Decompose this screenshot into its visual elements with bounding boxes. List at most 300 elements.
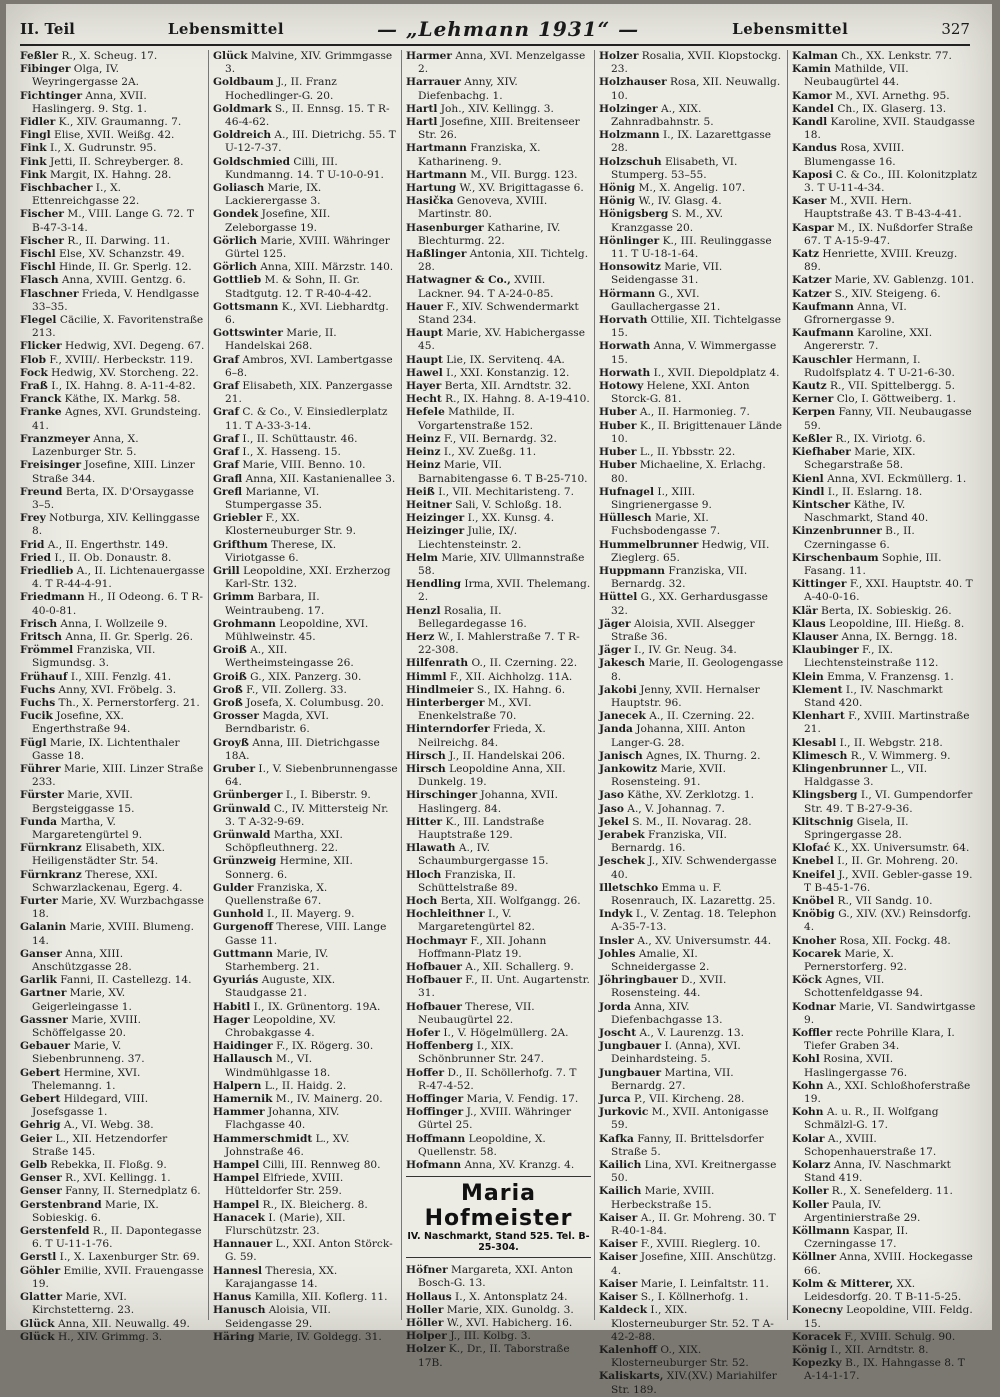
- directory-entry: Grünzweig Hermine, XII. Sonnerg. 6.: [213, 855, 353, 881]
- directory-entry: Jerabek Franziska, VII. Bernardg. 16.: [599, 828, 727, 855]
- directory-entry: Kandus Rosa, XVIII. Blumengasse 16.: [792, 142, 905, 168]
- column-1: [20, 50, 209, 1343]
- directory-entry: Jankowitz Marie, XVII. Rosensteing. 91.: [599, 762, 726, 789]
- directory-entry: Gerstenbrand Marie, IX. Sobieskig. 6.: [20, 1198, 159, 1224]
- directory-entry: Hofer I., V. Högelmüllerg. 2A.: [406, 1027, 569, 1040]
- column-5: [792, 50, 980, 1383]
- directory-entry: Groiß G., XIX. Panzerg. 30.: [213, 670, 362, 683]
- directory-entry: Kailich Marie, XVIII. Herbeckstraße 15.: [599, 1185, 715, 1211]
- directory-entry: König I., XII. Arndtstr. 8.: [792, 1343, 929, 1356]
- directory-entry: Hönig W., IV. Glasg. 4.: [599, 195, 722, 208]
- directory-entry: Jäger Aloisia, XVII. Alsegger Straße 36.: [599, 617, 755, 643]
- directory-entry: Koracek F., XVIII. Schulg. 90.: [792, 1330, 956, 1343]
- directory-entry: Gerstl I., X. Laxenburger Str. 69.: [20, 1251, 200, 1264]
- directory-entry: Kafka Fanny, II. Brittelsdorfer Straße 5.: [599, 1132, 764, 1158]
- directory-entry: Kienl Anna, XVI. Eckmüllerg. 1.: [792, 472, 967, 485]
- directory-entry: Kauschler Hermann, I. Rudolfsplatz 4. T U-21-6-30.: [792, 353, 955, 379]
- directory-entry: Gottswinter Marie, II. Handelskai 268.: [213, 327, 337, 353]
- directory-entry: Janisch Agnes, IX. Thurng. 2.: [599, 749, 761, 762]
- directory-entry: Haidinger F., IX. Rögerg. 30.: [213, 1040, 374, 1053]
- directory-entry: Janda Johanna, XIII. Anton Langer-G. 28.: [599, 723, 746, 749]
- directory-entry: Huber L., II. Ybbsstr. 22.: [599, 446, 736, 459]
- directory-entry: Führer Marie, XIII. Linzer Straße 233.: [20, 762, 204, 789]
- directory-entry: Hasička Genoveva, XVIII. Martinstr. 80.: [406, 195, 548, 221]
- directory-entry: Kaiser Josefine, XIII. Anschützg. 4.: [599, 1251, 777, 1277]
- directory-entry: Gerstenfeld R., II. Dapontegasse 6. T U-11-1-76.: [20, 1225, 202, 1251]
- directory-entry: Jeschek J., XIV. Schwendergasse 40.: [599, 855, 777, 881]
- directory-entry: Frömmel Franziska, VII. Sigmundsg. 3.: [20, 644, 156, 670]
- directory-entry: Goldmark S., II. Ennsg. 15. T R-46-4-62.: [213, 102, 390, 129]
- directory-entry: Kolar A., XVIII. Schopenhauerstraße 17.: [792, 1132, 937, 1158]
- page-number: 327: [941, 20, 970, 38]
- directory-entry: Hanacek I. (Marie), XII. Flurschützstr. 23.: [213, 1211, 346, 1238]
- directory-entry: Halpern L., II. Haidg. 2.: [213, 1079, 347, 1092]
- directory-entry: Kaposi C. & Co., III. Kolonitzplatz 3. T U-11-4-34.: [792, 168, 978, 195]
- directory-entry: Grifthum Therese, IX. Viriotgasse 6.: [213, 538, 337, 564]
- directory-entry: Huppmann Franziska, VII. Bernardg. 32.: [599, 564, 748, 591]
- directory-entry: Janecek A., II. Czerning. 22.: [599, 710, 755, 723]
- directory-entry: Klement I., IV. Naschmarkt Stand 420.: [792, 683, 943, 709]
- directory-entry: Köllmann Kaspar, II. Czerningasse 17.: [792, 1225, 909, 1251]
- page-header: [20, 14, 970, 46]
- directory-entry: Herz W., I. Mahlerstraße 7. T R-22-308.: [406, 630, 580, 657]
- directory-entry: Hecht R., IX. Hahng. 8. A-19-410.: [406, 393, 590, 406]
- directory-entry: Hönlinger K., III. Reulinggasse 11. T U-18-1-64.: [599, 234, 772, 261]
- directory-entry: Grimm Barbara, II. Weintraubeng. 17.: [213, 591, 325, 617]
- directory-entry: Holzhauser Rosa, XII. Neuwallg. 10.: [599, 76, 781, 102]
- directory-entry: Kohl Rosina, XVII. Haslingergasse 76.: [792, 1053, 908, 1079]
- directory-entry: Freisinger Josefine, XIII. Linzer Straße 344.: [20, 459, 195, 485]
- directory-entry: Hönig M., X. Angelig. 107.: [599, 182, 746, 195]
- section-title-right: Lebensmittel: [732, 20, 849, 38]
- directory-entry: Kamin Mathilde, VII. Neubaugürtel 44.: [792, 63, 909, 89]
- directory-entry: Glatter Marie, XVI. Kirchstetterng. 23.: [20, 1291, 135, 1317]
- directory-entry: Kailich Lina, XVI. Kreitnergasse 50.: [599, 1159, 777, 1185]
- directory-entry: Kamor M., XVI. Arnethg. 95.: [792, 89, 950, 102]
- directory-entry: Kaser M., XVII. Hern. Hauptstraße 43. T B-43-4-41.: [792, 195, 962, 221]
- directory-entry: Honsowitz Marie, VII. Seidengasse 31.: [599, 261, 723, 287]
- directory-entry: Holper J., III. Kolbg. 3.: [406, 1330, 531, 1343]
- directory-entry: Gehrig A., VI. Webg. 38.: [20, 1119, 154, 1132]
- directory-entry: Hauer F., XIV. Schwendermarkt Stand 234.: [406, 300, 579, 327]
- directory-entry: Hannauer L., XXI. Anton Störck-G. 59.: [213, 1238, 393, 1264]
- directory-entry: Gottsmann K., XVI. Liebhardtg. 6.: [213, 300, 389, 327]
- directory-entry: Holzinger A., XIX. Zahnradbahnstr. 5.: [599, 102, 714, 129]
- directory-entry: Gebert Hildegard, VIII. Josefsgasse 1.: [20, 1093, 149, 1119]
- directory-entry: Hampel R., IX. Bleicherg. 8.: [213, 1198, 368, 1211]
- directory-entry: Kaufmann Anna, VI. Gfrornergasse 9.: [792, 300, 907, 327]
- directory-entry: Kaufmann Karoline, XXI. Angererstr. 7.: [792, 327, 933, 353]
- directory-entry: Fink Margit, IX. Hahng. 28.: [20, 168, 172, 181]
- directory-entry: Holler Marie, XIX. Gunoldg. 3.: [406, 1303, 574, 1316]
- publication-title: — „Lehmann 1931“ —: [377, 17, 640, 41]
- directory-entry: Friedmann H., II Odeong. 6. T R-40-0-81.: [20, 591, 203, 617]
- directory-entry: Hannesl Theresia, XX. Karajangasse 14.: [213, 1264, 338, 1290]
- directory-entry: Ganser Anna, XIII. Anschützgasse 28.: [20, 947, 132, 974]
- directory-entry: Fuchs Anny, XVI. Fröbelg. 3.: [20, 683, 177, 696]
- directory-entry: Hönigsberg S. M., XV. Kranzgasse 20.: [599, 208, 723, 234]
- directory-entry: Hotowy Helene, XXI. Anton Storck-G. 81.: [599, 380, 750, 406]
- directory-entry: Knöbig G., XIV. (XV.) Reinsdorfg. 4.: [792, 908, 972, 934]
- directory-entry: Grill Leopoldine, XXI. Erzherzog Karl-Str. 132.: [213, 564, 391, 591]
- directory-entry: Kaiser A., II. Gr. Mohreng. 30. T R-40-1-84.: [599, 1211, 776, 1238]
- directory-entry: Hartung W., XV. Brigittagasse 6.: [406, 182, 584, 195]
- directory-entry: Kerpen Fanny, VII. Neubaugasse 59.: [792, 406, 972, 432]
- directory-entry: Gruber I., V. Siebenbrunnengasse 64.: [213, 762, 398, 789]
- directory-entry: Harrauer Anny, XIV. Diefenbachg. 1.: [406, 76, 518, 102]
- directory-entry: Glück Malvine, XIV. Grimmgasse 3.: [213, 50, 393, 76]
- directory-entry: Fürster Marie, XVII. Bergsteiggasse 15.: [20, 789, 135, 815]
- directory-entry: Jöhringbauer D., XVII. Rosensteing. 44.: [599, 974, 727, 1000]
- directory-entry: Kerner Clo, I. Göttweiberg. 1.: [792, 393, 957, 406]
- directory-entry: Koller Paula, IV. Argentinierstraße 29.: [792, 1198, 921, 1224]
- directory-entry: Fidler K., XIV. Graumanng. 7.: [20, 116, 182, 129]
- directory-entry: Hilfenrath O., II. Czerning. 22.: [406, 657, 578, 670]
- column-2: [213, 50, 402, 1343]
- directory-entry: Kohn A., XXI. Schloßhoferstraße 19.: [792, 1079, 971, 1106]
- directory-entry: Grafl Anna, XII. Kastanienallee 3.: [213, 472, 396, 485]
- directory-entry: Fischl Else, XV. Schanzstr. 49.: [20, 248, 185, 261]
- directory-entry: Haßlinger Antonia, XII. Tichtelg. 28.: [406, 248, 589, 274]
- directory-entry: Graf Ambros, XVI. Lambertgasse 6–8.: [213, 353, 393, 379]
- directory-entry: Keßler R., IX. Viriotg. 6.: [792, 432, 926, 445]
- directory-entry: Hartmann M., VII. Burgg. 123.: [406, 168, 578, 181]
- directory-entry: Hoffer D., II. Schöllerhofg. 7. T R-47-4-52.: [406, 1066, 577, 1092]
- directory-entry: Graf I., II. Schüttaustr. 46.: [213, 432, 358, 445]
- directory-entry: Grünwald C., IV. Mittersteig Nr. 3. T A-32-9-69.: [213, 802, 389, 828]
- directory-entry: Horwath I., XVII. Diepoldplatz 4.: [599, 366, 780, 379]
- directory-entry: Jurkovic M., XVII. Antonigasse 59.: [599, 1106, 769, 1132]
- column-4: [599, 50, 788, 1396]
- directory-entry: Flicker Hedwig, XVI. Degeng. 67.: [20, 340, 205, 353]
- directory-entry: Hoffmann Leopoldine, X. Quellenstr. 58.: [406, 1132, 546, 1158]
- directory-entry: Goldbaum J., II. Franz Hochedlinger-G. 20.: [213, 76, 337, 102]
- directory-entry: Kinzenbrunner B., II. Czerningasse 6.: [792, 525, 915, 551]
- directory-entry: Geier L., XII. Hetzendorfer Straße 145.: [20, 1132, 168, 1158]
- directory-entry: Klauser Anna, IX. Berngg. 18.: [792, 630, 958, 643]
- directory-entry: Hayer Berta, XII. Arndtstr. 32.: [406, 380, 572, 393]
- directory-entry: Frid A., II. Engerthstr. 149.: [20, 538, 169, 551]
- part-label: II. Teil: [20, 20, 75, 38]
- directory-entry: Groß Josefa, X. Columbusg. 20.: [213, 696, 384, 709]
- directory-entry: Hörmann G., XVI. Gaullachergasse 21.: [599, 287, 721, 313]
- directory-entry: Graf Marie, VIII. Benno. 10.: [213, 459, 366, 472]
- directory-entry: Köllner Anna, XVIII. Hockegasse 66.: [792, 1251, 973, 1277]
- directory-entry: Haupt Marie, XV. Habichergasse 45.: [406, 327, 586, 353]
- directory-entry: Grünwald Martha, XXI. Schöpfleuthnerg. 22.: [213, 828, 343, 855]
- directory-entry: Genser Fanny, II. Sternedplatz 6.: [20, 1185, 201, 1198]
- directory-entry: Gottlieb M. & Sohn, II. Gr. Stadtgutg. 12. T R-40-4-42.: [213, 274, 372, 300]
- directory-entry: Fingl Elise, XVII. Weißg. 42.: [20, 129, 175, 142]
- directory-entry: Hasenburger Katharine, IV. Blechturmg. 22.: [406, 221, 561, 247]
- directory-entry: Fischl Hinde, II. Gr. Sperlg. 12.: [20, 261, 192, 274]
- directory-entry: Furter Marie, XV. Wurzbachgasse 18.: [20, 895, 204, 921]
- directory-entry: Fuchs Th., X. Pernerstorferg. 21.: [20, 696, 200, 709]
- directory-entry: Frey Notburga, XIV. Kellinggasse 8.: [20, 512, 200, 538]
- directory-entry: Köck Agnes, VII. Schottenfeldgasse 94.: [792, 974, 923, 1000]
- directory-entry: Hartl Josefine, XIII. Breitenseer Str. 26.: [406, 116, 580, 142]
- directory-entry: Galanin Marie, XVIII. Blumeng. 14.: [20, 921, 194, 947]
- directory-entry: Heitner Sali, V. Schloßg. 18.: [406, 498, 562, 511]
- directory-entry: Groß F., VII. Zollerg. 33.: [213, 683, 347, 696]
- directory-entry: Hitter K., III. Landstraße Hauptstraße 129.: [406, 815, 545, 841]
- directory-entry: Hoch Berta, XII. Wolfgangg. 26.: [406, 895, 581, 907]
- directory-entry: Klein Emma, V. Franzensg. 1.: [792, 670, 954, 683]
- directory-entry: Fried I., II. Ob. Donaustr. 8.: [20, 551, 172, 564]
- directory-entry: Klingsberg I., VI. Gumpendorfer Str. 49. T B-27-9-36.: [792, 789, 973, 815]
- directory-entry: Groyß Anna, III. Dietrichgasse 18A.: [213, 736, 380, 762]
- directory-entry: Glück H., XIV. Grimmg. 3.: [20, 1330, 163, 1343]
- directory-entry: Jakobi Jenny, XVII. Hernalser Hauptstr. 96.: [599, 683, 760, 709]
- directory-entry: Grefl Marianne, VI. Stumpergasse 35.: [213, 485, 322, 511]
- directory-entry: Gartner Marie, XV. Geigerleingasse 1.: [20, 987, 132, 1013]
- directory-entry: Fraß I., IX. Hahng. 8. A-11-4-82.: [20, 380, 196, 393]
- directory-entry: Hatwagner & Co., XVIII. Lackner. 94. T A-24-0-85.: [406, 274, 554, 300]
- directory-entry: Kaiser F., XVIII. Rieglerg. 10.: [599, 1238, 761, 1251]
- directory-entry: Kolm & Mitterer, XX. Leidesdorfg. 20. T B-11-5-25.: [792, 1277, 962, 1304]
- directory-entry: Grünberger I., I. Biberstr. 9.: [213, 789, 371, 802]
- directory-entry: Hufnagel I., XIII. Singrienergasse 9.: [599, 485, 712, 511]
- directory-entry: Kalenhoff O., XIX. Klosterneuburger Str. 52.: [599, 1343, 749, 1370]
- directory-entry: Feßler R., X. Scheug. 17.: [20, 50, 158, 62]
- directory-entry: Hoffinger Maria, V. Fendig. 17.: [406, 1093, 579, 1106]
- directory-entry: Koffler recte Pohrille Klara, I. Tiefer Graben 34.: [792, 1027, 955, 1053]
- directory-entry: Hampel Elfriede, XVIII. Hütteldorfer Str. 259.: [213, 1172, 344, 1198]
- directory-entry: Kolarz Anna, IV. Naschmarkt Stand 419.: [792, 1159, 951, 1185]
- directory-entry: Frühauf I., XIII. Fenzlg. 41.: [20, 670, 172, 683]
- directory-entry: Heinz F., VII. Bernardg. 32.: [406, 432, 557, 445]
- directory-entry: Heizinger Julie, IX/. Liechtensteinstr. 2.: [406, 525, 522, 551]
- directory-entry: Hartmann Franziska, X. Katharineng. 9.: [406, 142, 541, 168]
- directory-entry: Kodnar Marie, VI. Sandwirtgasse 9.: [792, 1000, 976, 1026]
- directory-entry: Gebauer Marie, V. Siebenbrunneng. 37.: [20, 1040, 145, 1066]
- directory-entry: Katzer Marie, XV. Gablenzg. 101.: [792, 274, 975, 287]
- directory-entry: Heiß I., VII. Mechitaristeng. 7.: [406, 485, 574, 498]
- directory-entry: Hollaus I., X. Antonsplatz 24.: [406, 1290, 568, 1303]
- directory-entry: Katz Henriette, XVIII. Kreuzg. 89.: [792, 248, 958, 274]
- directory-entry: Flasch Anna, XVIII. Gentzg. 6.: [20, 274, 186, 287]
- directory-entry: Hefele Mathilde, II. Vorgartenstraße 152.: [406, 406, 534, 432]
- column-3: [406, 50, 595, 1369]
- directory-entry: Huber A., II. Harmonieg. 7.: [599, 406, 750, 419]
- directory-entry: Funda Martha, V. Margaretengürtel 9.: [20, 815, 143, 841]
- directory-entry: Kneifel J., XVII. Gebler-gasse 19. T B-45-1-76.: [792, 868, 973, 894]
- advertisement-name: Maria Hofmeister: [424, 1181, 573, 1232]
- directory-entry: Klesabl I., II. Webgstr. 218.: [792, 736, 943, 749]
- directory-entry: Knebel I., II. Gr. Mohreng. 20.: [792, 855, 959, 868]
- directory-entry: Hager Leopoldine, XV. Chrobakgasse 4.: [213, 1013, 336, 1040]
- directory-entry: Görlich Marie, XVIII. Währinger Gürtel 125.: [213, 234, 390, 261]
- directory-entry: Fink I., X. Gudrunstr. 95.: [20, 142, 157, 155]
- directory-entry: Himml F., XII. Aichholzg. 11A.: [406, 670, 573, 683]
- directory-entry: Hloch Franziska, II. Schüttelstraße 89.: [406, 868, 518, 894]
- advertisement: [406, 1176, 591, 1258]
- directory-entry: Gelb Rebekka, II. Floßg. 9.: [20, 1159, 167, 1172]
- directory-entry: Illetschko Emma u. F. Rosenrauch, IX. Lazarettg. 25.: [599, 881, 776, 907]
- directory-entry: Hirsch J., II. Handelskai 206.: [406, 749, 566, 762]
- directory-entry: Holzer Rosalia, XVII. Klopstockg. 23.: [599, 50, 782, 76]
- directory-entry: Katzer S., XIV. Steigeng. 6.: [792, 287, 941, 300]
- directory-entry: Hallausch M., VI. Windmühlgasse 18.: [213, 1053, 331, 1079]
- directory-entry: Fürnkranz Therese, XXI. Schwarzlackenau, Egerg. 4.: [20, 868, 183, 894]
- directory-entry: Holzschuh Elisabeth, VI. Stumperg. 53–55.: [599, 155, 738, 181]
- directory-entry: Hoffinger J., XVIII. Währinger Gürtel 25.: [406, 1106, 572, 1132]
- directory-entry: Heizinger I., XX. Kunsg. 4.: [406, 512, 555, 525]
- directory-entry: Hampel Cilli, III. Rennweg 80.: [213, 1159, 381, 1172]
- directory-entry: Klingenbrunner L., VII. Haldgasse 3.: [792, 762, 928, 789]
- directory-entry: Hummelbrunner Hedwig, VII. Zieglerg. 65.: [599, 538, 770, 564]
- directory-entry: Klenhart F., XVIII. Martinstraße 21.: [792, 710, 970, 736]
- directory-entry: Hindlmeier S., IX. Hahng. 6.: [406, 683, 566, 696]
- directory-entry: Griebler F., XX. Klosterneuburger Str. 9.: [213, 512, 357, 538]
- directory-entry: Helm Marie, XIV. Ullmannstraße 58.: [406, 551, 585, 577]
- directory-entry: Kaldeck I., XIX. Klosterneuburger Str. 52. T A-42-2-88.: [599, 1304, 774, 1343]
- directory-entry: Fürnkranz Elisabeth, XIX. Heiligenstädter Str. 54.: [20, 842, 165, 868]
- directory-entry: Glück Anna, XII. Neuwallg. 49.: [20, 1317, 190, 1330]
- directory-entry: Graf I., X. Hasseng. 15.: [213, 446, 341, 459]
- directory-entry: Klaubinger F., IX. Liechtensteinstraße 112.: [792, 644, 939, 670]
- directory-entry: Graf Elisabeth, XIX. Panzergasse 21.: [213, 380, 393, 406]
- directory-entry: Koller R., X. Senefelderg. 11.: [792, 1185, 953, 1198]
- directory-entry: Gebert Hermine, XVI. Thelemanng. 1.: [20, 1066, 141, 1092]
- directory-entry: Kandel Ch., IX. Glaserg. 13.: [792, 102, 947, 115]
- directory-entry: Klär Berta, IX. Sobieskig. 26.: [792, 604, 952, 617]
- directory-entry: Fock Hedwig, XV. Storcheng. 22.: [20, 366, 199, 379]
- directory-entry: Frisch Anna, I. Wollzeile 9.: [20, 617, 168, 630]
- directory-entry: Hofmann Anna, XV. Kranzg. 4.: [406, 1159, 575, 1172]
- directory-entry: Hofbauer F., II. Unt. Augartenstr. 31.: [406, 974, 590, 1000]
- directory-entry: Huber Michaeline, X. Erlachg. 80.: [599, 459, 766, 485]
- directory-entry: Jungbauer Martina, VII. Bernardg. 27.: [599, 1066, 734, 1092]
- directory-entry: Hochmayr F., XII. Johann Hoffmann-Platz 19.: [406, 934, 547, 960]
- directory-entry: Konecny Leopoldine, VIII. Feldg. 15.: [792, 1304, 973, 1330]
- directory-entry: Gurgenoff Therese, VIII. Lange Gasse 11.: [213, 921, 387, 947]
- directory-entry: Kautz R., VII. Spittelbergg. 5.: [792, 380, 956, 393]
- directory-entry: Hammerschmidt L., XV. Johnstraße 46.: [213, 1132, 350, 1158]
- directory-entry: Klaus Leopoldine, III. Hießg. 8.: [792, 617, 965, 630]
- directory-entry: Groiß A., XII. Wertheimsteingasse 26.: [213, 644, 354, 670]
- directory-entry: Indyk I., V. Zentag. 18. Telephon A-35-7-13.: [599, 908, 777, 934]
- directory-entry: Goldschmied Cilli, III. Kundmanng. 14. T U-10-0-91.: [213, 155, 384, 181]
- directory-entry: Insler A., XV. Universumstr. 44.: [599, 934, 772, 947]
- directory-entry: Hochleithner I., V. Margaretengürtel 82.: [406, 908, 535, 934]
- directory-entry: Jungbauer I. (Anna), XVI. Deinhardsteing. 5.: [599, 1040, 741, 1066]
- directory-entry: Fibinger Olga, IV. Weyringergasse 2A.: [20, 63, 140, 89]
- directory-entry: Horwath Anna, V. Wimmergasse 15.: [599, 340, 777, 366]
- directory-entry: Hofbauer A., XII. Schallerg. 9.: [406, 961, 574, 974]
- directory-entry: Friedlieb A., II. Lichtenauergasse 4. T R-44-4-91.: [20, 564, 205, 591]
- directory-entry: Gyuriás Auguste, XIX. Staudgasse 21.: [213, 974, 336, 1000]
- entry-columns: [20, 50, 980, 1396]
- directory-entry: Hoffenberg I., XIX. Schönbrunner Str. 247.: [406, 1040, 544, 1066]
- directory-entry: Hanusch Aloisia, VII. Seidengasse 29.: [213, 1304, 331, 1330]
- directory-entry: Flob F., XVIII/. Herbeckstr. 119.: [20, 353, 194, 366]
- directory-entry: Genser R., XVI. Kellingg. 1.: [20, 1172, 171, 1185]
- directory-entry: Hlawath A., IV. Schaumburgergasse 15.: [406, 842, 549, 868]
- directory-entry: Hüttel G., XX. Gerhardusgasse 32.: [599, 591, 768, 617]
- directory-entry: Huber K., II. Brigittenauer Lände 10.: [599, 419, 783, 445]
- directory-entry: Kittinger F., XXI. Hauptstr. 40. T A-40-0-16.: [792, 578, 973, 604]
- section-title-left: Lebensmittel: [167, 20, 285, 38]
- directory-entry: Klitschnig Gisela, II. Springergasse 28.: [792, 815, 909, 841]
- directory-entry: Hammer Johanna, XIV. Flachgasse 40.: [213, 1106, 340, 1132]
- directory-entry: Häring Marie, IV. Goldegg. 31.: [213, 1330, 382, 1343]
- directory-entry: Flegel Cäcilie, X. Favoritenstraße 213.: [20, 314, 204, 340]
- directory-entry: Kaspar M., IX. Nußdorfer Straße 67. T A-15-9-47.: [792, 221, 973, 247]
- directory-entry: Grosser Magda, XVI. Berndbaristr. 6.: [213, 710, 329, 736]
- directory-entry: Habitl I., IX. Grünentorg. 19A.: [213, 1000, 381, 1013]
- directory-entry: Franzmeyer Anna, X. Lazenburger Str. 5.: [20, 432, 139, 459]
- directory-entry: Graf C. & Co., V. Einsiedlerplatz 11. T A-33-3-14.: [213, 406, 388, 432]
- directory-entry: Jekel S. M., II. Novarag. 28.: [599, 815, 752, 828]
- directory-entry: Kintscher Käthe, IV. Naschmarkt, Stand 40.: [792, 498, 929, 525]
- directory-entry: Garlik Fanni, II. Castellezg. 14.: [20, 974, 192, 987]
- directory-entry: Hinterndorfer Frieda, X. Neilreichg. 84.: [406, 723, 546, 749]
- directory-entry: Kindl I., II. Eslarng. 18.: [792, 485, 923, 498]
- directory-entry: Kopezky B., IX. Hahngasse 8. T A-14-1-17.: [792, 1357, 965, 1383]
- directory-entry: Hofbauer Therese, VII. Neubaugürtel 22.: [406, 1000, 535, 1026]
- directory-entry: Jakesch Marie, II. Geologengasse 8.: [599, 657, 784, 683]
- directory-entry: Goliasch Marie, IX. Lackierergasse 3.: [213, 182, 322, 208]
- directory-entry: Kohn A. u. R., II. Wolfgang Schmälzl-G. 17.: [792, 1106, 939, 1132]
- directory-entry: Kaiser Marie, I. Leinfaltstr. 11.: [599, 1277, 769, 1290]
- directory-page: [6, 4, 992, 1396]
- directory-entry: Haupt Lie, IX. Servitenq. 4A.: [406, 353, 565, 366]
- directory-entry: Gondek Josefine, XII. Zeleborgasse 19.: [213, 208, 331, 234]
- directory-entry: Henzl Rosalia, II. Bellegardegasse 16.: [406, 604, 527, 630]
- directory-entry: Gassner Marie, XVIII. Schöffelgasse 20.: [20, 1013, 141, 1040]
- directory-entry: Grohmann Leopoldine, XVI. Mühlweinstr. 45.: [213, 617, 369, 643]
- directory-entry: Gulder Franziska, X. Quellenstraße 67.: [213, 881, 328, 907]
- directory-entry: Fucik Josefine, XX. Engerthstraße 94.: [20, 710, 131, 736]
- directory-entry: Jaso A., V. Johannag. 7.: [599, 802, 725, 815]
- directory-entry: Fritsch Anna, II. Gr. Sperlg. 26.: [20, 630, 193, 643]
- directory-entry: Franke Agnes, XVI. Grundsteing. 41.: [20, 406, 202, 432]
- directory-entry: Höfner Margareta, XXI. Anton Bosch-G. 13.: [406, 1264, 573, 1290]
- directory-entry: Kocarek Marie, X. Pernerstorferg. 92.: [792, 947, 907, 974]
- directory-entry: Hirschinger Johanna, XVII. Haslingerg. 84.: [406, 789, 558, 815]
- directory-entry: Franck Käthe, IX. Markg. 58.: [20, 393, 181, 406]
- directory-entry: Jorda Anna, XIV. Diefenbachgasse 13.: [599, 1000, 723, 1026]
- directory-entry: Fischbacher I., X. Ettenreichgasse 22.: [20, 182, 140, 208]
- directory-entry: Flaschner Frieda, V. Hendlgasse 33–35.: [20, 287, 200, 313]
- directory-entry: Höller W., XVI. Habicherg. 16.: [406, 1317, 573, 1330]
- directory-entry: Harmer Anna, XVI. Menzelgasse 2.: [406, 50, 586, 76]
- directory-entry: Knoher Rosa, XII. Fockg. 48.: [792, 934, 951, 947]
- directory-entry: Hinterberger M., XVI. Enenkelstraße 70.: [406, 696, 532, 723]
- directory-entry: Kirschenbaum Sophie, III. Fasang. 11.: [792, 551, 942, 577]
- directory-entry: Jäger I., IV. Gr. Neug. 34.: [599, 644, 737, 657]
- directory-entry: Hawel I., XXI. Konstanzig. 12.: [406, 366, 570, 379]
- directory-entry: Hamernik M., IV. Mainerg. 20.: [213, 1093, 383, 1106]
- directory-entry: Klofać K., XX. Universumstr. 64.: [792, 842, 970, 855]
- directory-entry: Freund Berta, IX. D'Orsaygasse 3–5.: [20, 485, 194, 511]
- directory-entry: Hendling Irma, XVII. Thelemang. 2.: [406, 578, 591, 604]
- directory-entry: Knöbel R., VII Sandg. 10.: [792, 895, 933, 907]
- directory-entry: Holzmann I., IX. Lazarettgasse 28.: [599, 129, 772, 155]
- directory-entry: Fischer R., II. Darwing. 11.: [20, 234, 171, 247]
- directory-entry: Hüllesch Marie, XI. Fuchsbodengasse 7.: [599, 512, 721, 538]
- directory-entry: Fügl Marie, IX. Lichtenthaler Gasse 18.: [20, 736, 180, 762]
- directory-entry: Heinz I., XV. Zueßg. 11.: [406, 446, 537, 459]
- directory-entry: Heinz Marie, VII. Barnabitengasse 6. T B-25-710.: [406, 459, 588, 485]
- directory-entry: Göhler Emilie, XVII. Frauengasse 19.: [20, 1264, 204, 1290]
- directory-entry: Hirsch Leopoldine Anna, XII. Dunkelg. 19.: [406, 762, 566, 789]
- directory-entry: Klimesch R., V. Wimmerg. 9.: [792, 749, 951, 762]
- directory-entry: Gunhold I., II. Mayerg. 9.: [213, 908, 355, 921]
- directory-entry: Görlich Anna, XIII. Märzstr. 140.: [213, 261, 394, 274]
- advertisement-address: IV. Naschmarkt, Stand 525. Tel. B-25-304.: [407, 1231, 590, 1254]
